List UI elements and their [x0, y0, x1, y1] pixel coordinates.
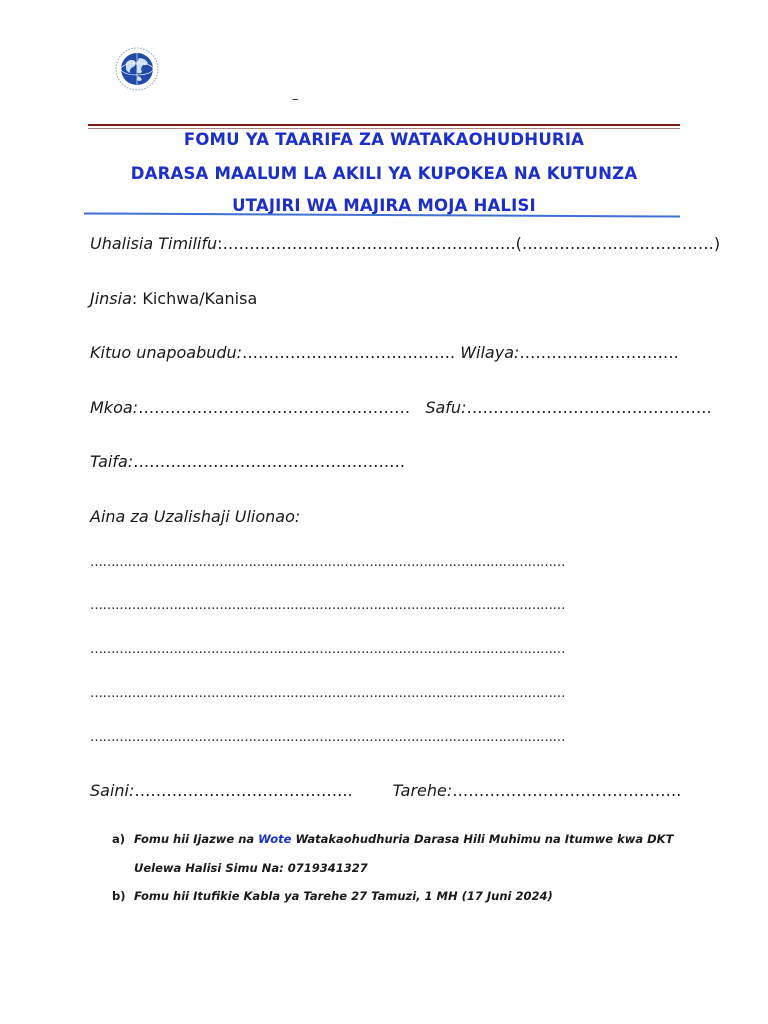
production-heading — [90, 507, 300, 526]
region-dots[interactable]: …………………………………………… — [138, 398, 416, 417]
gender-label: Jinsia — [90, 289, 132, 308]
note-a-text-before: Fomu hii Ijazwe na — [134, 832, 259, 846]
fullname-dots[interactable]: :……………………………………………….(………………………………) — [217, 234, 721, 253]
header-rule-thin — [88, 128, 680, 129]
date-dots[interactable]: ……………………………………. — [452, 781, 682, 800]
title-line-1: FOMU YA TAARIFA ZA WATAKAOHUDHURIA — [183, 130, 585, 149]
production-label: Aina za Uzalishaji Ulionao: — [90, 507, 301, 526]
header-dash: – — [292, 92, 299, 107]
nation-dots[interactable]: …………………………………………… — [133, 452, 406, 471]
station-label: Kituo unapoabudu: — [90, 343, 243, 362]
gender-value[interactable]: : Kichwa/Kanisa — [131, 289, 258, 308]
gender-field[interactable] — [90, 289, 257, 308]
signature-date-field[interactable] — [90, 781, 681, 800]
region-row-field[interactable] — [90, 398, 712, 417]
station-district-field[interactable] — [90, 343, 679, 362]
fullname-field[interactable] — [90, 234, 720, 253]
signature-label: Saini: — [90, 781, 135, 800]
note-b — [112, 889, 553, 903]
signature-dots[interactable]: ………………………………….. — [134, 781, 353, 800]
row-dots[interactable]: ………………………………………. — [466, 398, 712, 417]
station-dots[interactable]: …………………………………. — [242, 343, 461, 362]
date-label: Tarehe: — [392, 781, 453, 800]
note-a-line-2: Uelewa Halisi Simu Na: 0719341327 — [134, 861, 368, 875]
note-a — [112, 832, 673, 846]
header-rule-dark — [88, 124, 680, 126]
note-a-text-after: Watakaohudhuria Darasa Hili Muhimu na Itumwe kwa DKT — [291, 832, 674, 846]
production-line-5[interactable]: …………………………………………………………………………………………………… — [90, 730, 565, 745]
production-line-2[interactable]: …………………………………………………………………………………………………… — [90, 598, 565, 613]
fullname-label: Uhalisia Timilifu — [90, 234, 218, 253]
title-line-3: UTAJIRI WA MAJIRA MOJA HALISI — [232, 196, 536, 215]
production-line-3[interactable]: …………………………………………………………………………………………………… — [90, 642, 565, 657]
note-a-highlight: Wote — [258, 832, 292, 846]
district-dots[interactable]: …………..……………. — [519, 343, 679, 362]
nation-field[interactable] — [90, 452, 405, 471]
note-b-text: Fomu hii Itufikie Kabla ya Tarehe 27 Tamuzi, 1 MH (17 Juni 2024) — [134, 889, 553, 903]
production-line-4[interactable]: …………………………………………………………………………………………………… — [90, 686, 565, 701]
production-line-1[interactable]: …………………………………………………………………………………………………… — [90, 555, 565, 570]
note-b-marker: b) — [112, 889, 126, 903]
globe-icon — [108, 46, 166, 92]
district-label: Wilaya: — [460, 343, 520, 362]
note-a-marker: a) — [112, 832, 126, 846]
region-label: Mkoa: — [90, 398, 139, 417]
nation-label: Taifa: — [90, 452, 134, 471]
row-label: Safu: — [425, 398, 467, 417]
title-line-2: DARASA MAALUM LA AKILI YA KUPOKEA NA KUTUNZA — [130, 164, 638, 183]
